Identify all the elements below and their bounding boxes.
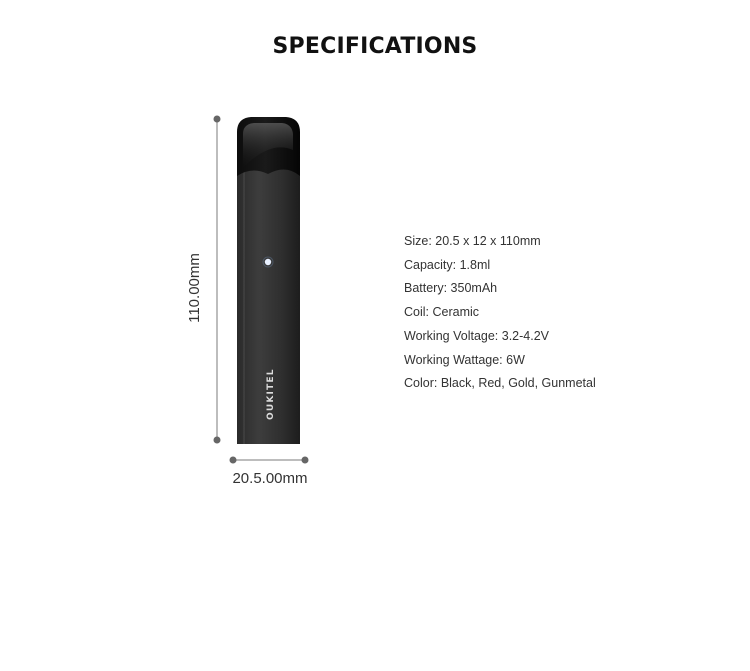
spec-item-coil: Coil: Ceramic bbox=[404, 305, 480, 320]
width-dimension-left-dot bbox=[230, 457, 237, 464]
spec-item-voltage: Working Voltage: 3.2-4.2V bbox=[404, 328, 549, 343]
height-dimension-top-dot bbox=[214, 116, 221, 123]
spec-item-size: Size: 20.5 x 12 x 110mm bbox=[404, 234, 541, 248]
spec-item-color: Color: Black, Red, Gold, Gunmetal bbox=[404, 376, 596, 391]
height-label: 110.00mm bbox=[186, 253, 203, 323]
width-dimension-right-dot bbox=[302, 457, 309, 464]
indicator-light bbox=[265, 259, 271, 265]
spec-item-capacity: Capacity: 1.8ml bbox=[404, 257, 491, 272]
spec-item-wattage: Working Wattage: 6W bbox=[404, 352, 525, 367]
page-title: SPECIFICATIONS bbox=[272, 34, 478, 59]
spec-item-battery: Battery: 350mAh bbox=[404, 281, 498, 296]
brand-logo: OUKITEL bbox=[266, 368, 276, 420]
height-dimension-bottom-dot bbox=[214, 437, 221, 444]
width-label: 20.5.00mm bbox=[232, 470, 308, 487]
spec-list bbox=[404, 230, 596, 396]
